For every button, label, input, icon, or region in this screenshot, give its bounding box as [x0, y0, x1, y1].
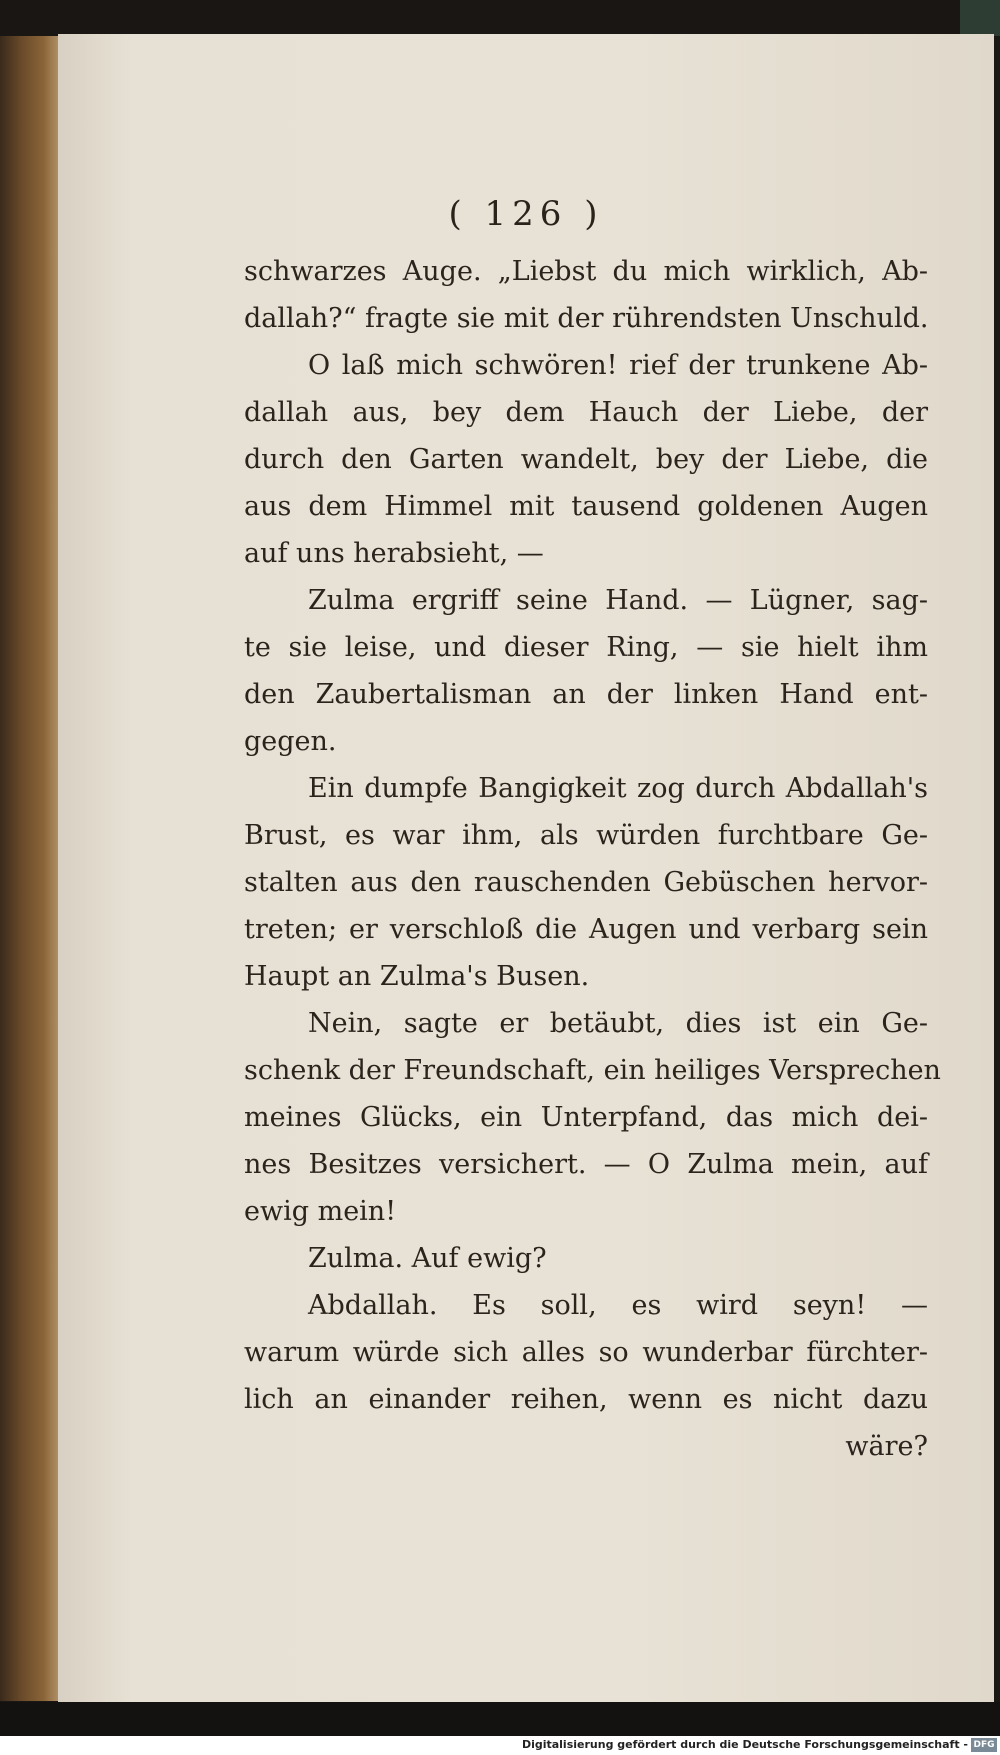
text-line: aus dem Himmel mit tausend goldenen Augen [244, 491, 928, 522]
funding-footer [0, 1736, 1000, 1755]
text-line: stalten aus den rauschenden Gebüschen hervor- [244, 867, 928, 898]
text-line: warum würde sich alles so wunderbar fürchter- [244, 1337, 928, 1368]
page-text [244, 248, 941, 1470]
text-line: Zulma ergriff seine Hand. — Lügner, sag- [308, 585, 928, 616]
page-number: ( 126 ) [448, 194, 604, 234]
text-line: gegen. [244, 726, 337, 757]
text-line: Haupt an Zulma's Busen. [244, 961, 590, 992]
text-line: dallah aus, bey dem Hauch der Liebe, der [244, 397, 928, 428]
scan-top-border [0, 0, 1000, 36]
text-line: Nein, sagte er betäubt, dies ist ein Ge- [308, 1008, 928, 1039]
text-line: wäre? [845, 1431, 928, 1462]
book-cover-edge [960, 0, 1000, 36]
text-line: Abdallah. Es soll, es wird seyn! — [308, 1290, 928, 1321]
text-line: meines Glücks, ein Unterpfand, das mich dei- [244, 1102, 928, 1133]
text-line: ewig mein! [244, 1196, 397, 1227]
text-line: Ein dumpfe Bangigkeit zog durch Abdallah's [308, 773, 928, 804]
text-line: schenk der Freundschaft, ein heiliges Versprechen [244, 1055, 941, 1086]
dfg-logo: DFG [971, 1738, 997, 1752]
text-line: nes Besitzes versichert. — O Zulma mein, auf [244, 1149, 928, 1180]
text-line: Brust, es war ihm, als würden furchtbare Ge- [244, 820, 928, 851]
text-line: durch den Garten wandelt, bey der Liebe, die [244, 444, 928, 475]
text-line: Zulma. Auf ewig? [308, 1243, 547, 1274]
text-line: treten; er verschloß die Augen und verbarg sein [244, 914, 928, 945]
text-line: dallah?“ fragte sie mit der rührendsten Unschuld. [244, 303, 929, 334]
text-line: lich an einander reihen, wenn es nicht dazu [244, 1384, 928, 1415]
text-line: te sie leise, und dieser Ring, — sie hielt ihm [244, 632, 928, 663]
text-line: auf uns herabsieht, — [244, 538, 544, 569]
text-line: den Zaubertalisman an der linken Hand ent- [244, 679, 928, 710]
text-line: O laß mich schwören! rief der trunkene Ab- [308, 350, 928, 381]
scan-bottom-border [0, 1702, 1000, 1736]
funding-notice: Digitalisierung gefördert durch die Deutsche Forschungsgemeinschaft - [521, 1738, 968, 1751]
book-spine [0, 36, 62, 1701]
text-line: schwarzes Auge. „Liebst du mich wirklich, Ab- [244, 256, 928, 287]
